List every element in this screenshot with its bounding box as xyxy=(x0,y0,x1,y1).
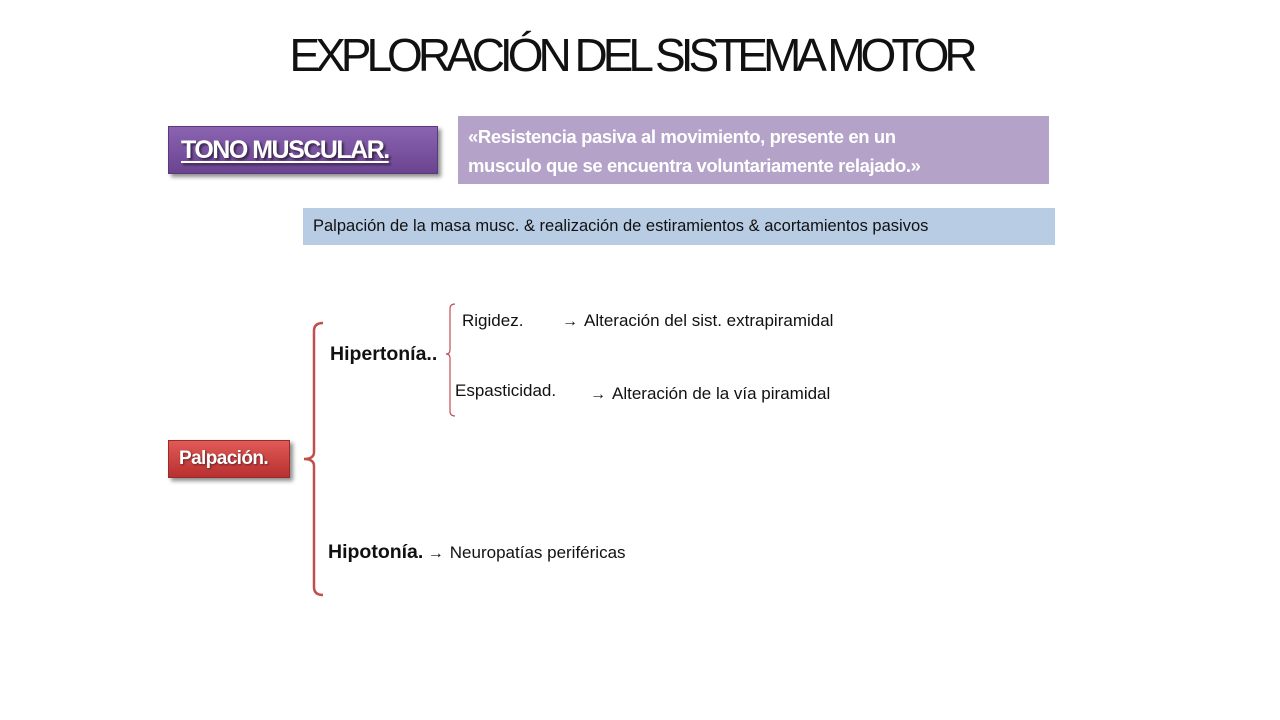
espasticidad-result xyxy=(590,384,830,404)
main-bracket xyxy=(304,323,323,595)
espasticidad-result-text: Alteración de la vía piramidal xyxy=(612,384,831,403)
rigidez-result-text: Alteración del sist. extrapiramidal xyxy=(584,311,834,330)
rigidez-result xyxy=(562,311,833,331)
hipotonia-label: Hipotonía. xyxy=(328,541,424,563)
hipotonia-result: Neuropatías periféricas xyxy=(449,543,626,562)
definition-line-2: musculo que se encuentra voluntariamente relajado.» xyxy=(468,155,921,176)
definition-line-1: «Resistencia pasiva al movimiento, presente en un xyxy=(468,126,896,147)
hipertonia-label: Hipertonía.. xyxy=(330,343,438,365)
arrow-right-icon: → xyxy=(427,545,444,562)
hipertonia-bracket xyxy=(446,304,455,416)
palpacion-label: Palpación. xyxy=(179,448,269,469)
arrow-right-icon: → xyxy=(590,386,606,403)
espasticidad-label: Espasticidad. xyxy=(455,381,557,400)
arrow-right-icon: → xyxy=(562,313,578,330)
slide-title: EXPLORACIÓN DEL SISTEMA MOTOR xyxy=(289,29,973,81)
hipotonia-row xyxy=(328,541,626,564)
rigidez-label: Rigidez. xyxy=(462,311,524,330)
tono-muscular-label: TONO MUSCULAR. xyxy=(181,135,389,164)
palpation-method-text: Palpación de la masa musc. & realización de estiramientos & acortamientos pasivos xyxy=(313,217,929,235)
